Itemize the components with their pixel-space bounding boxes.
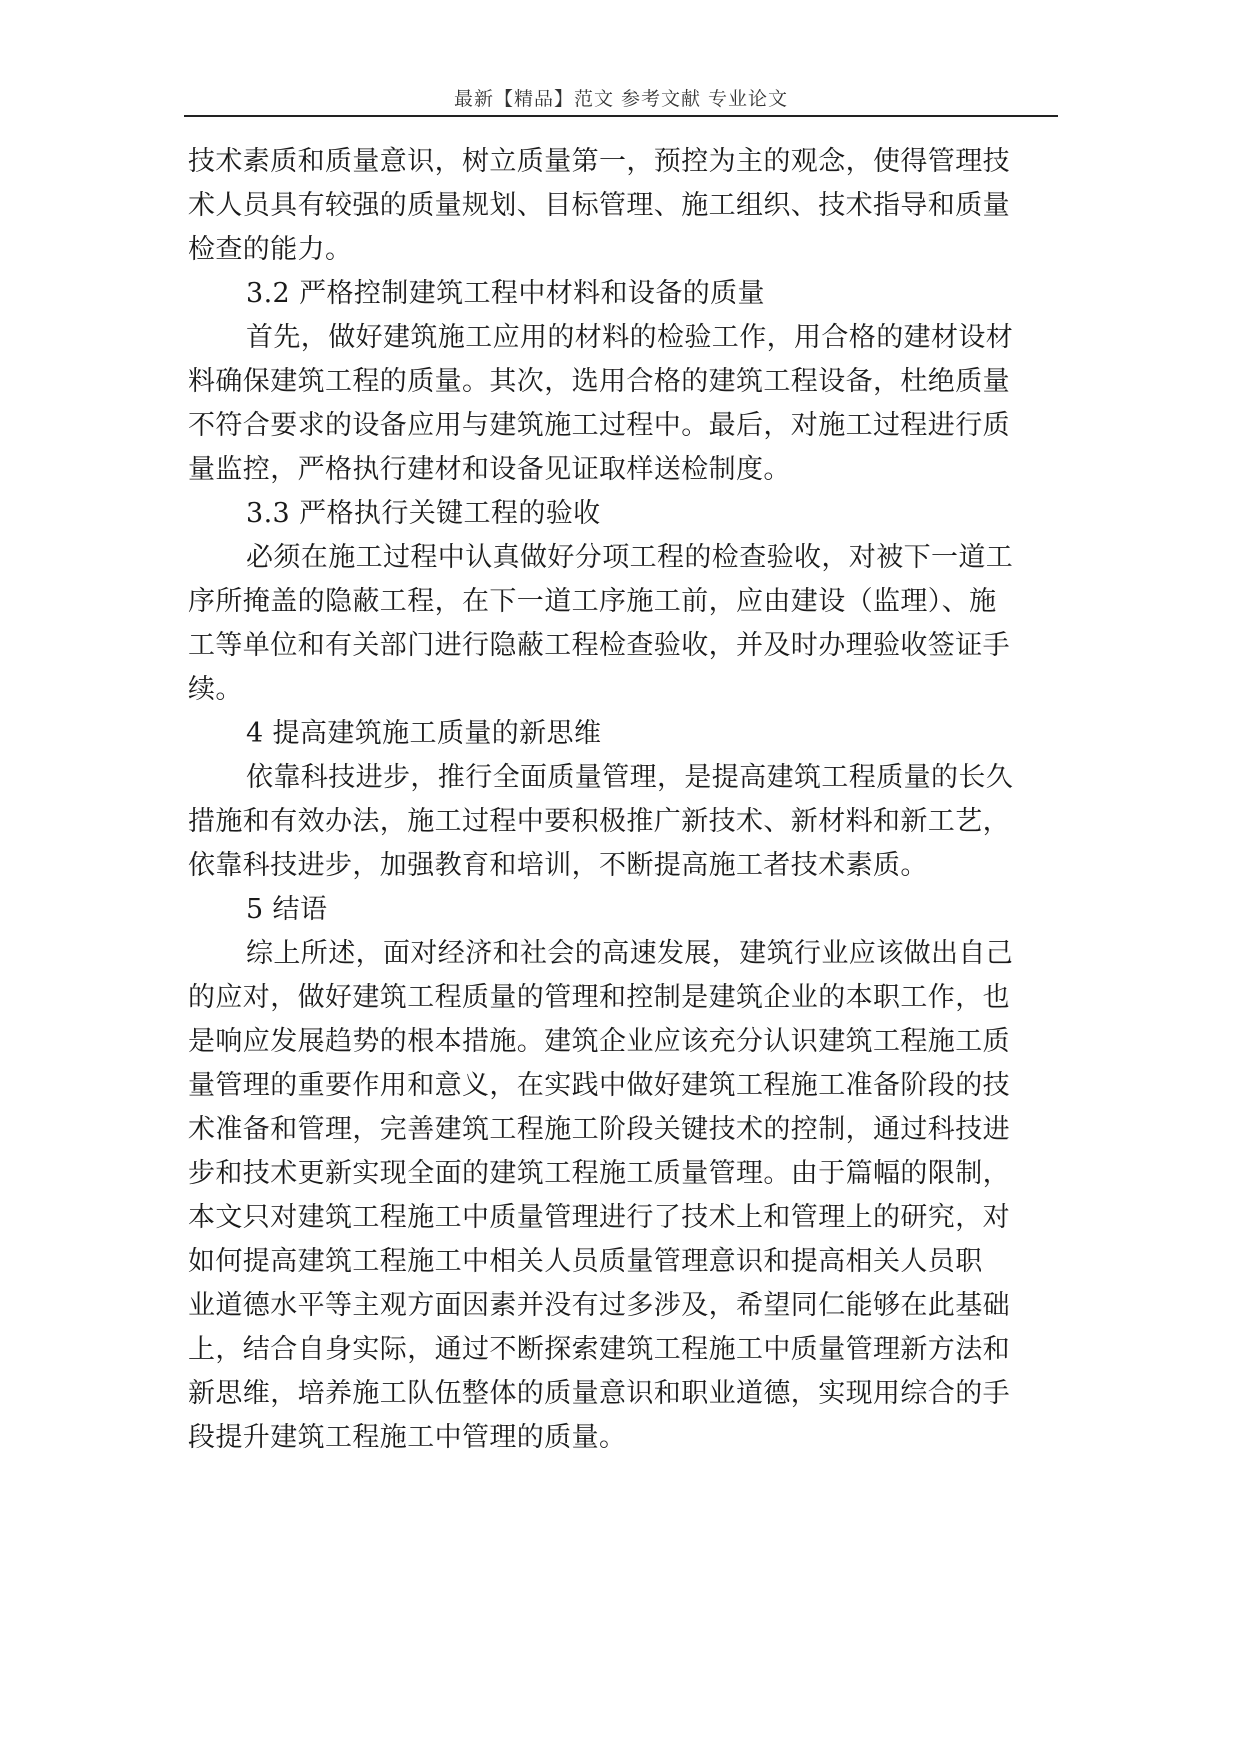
text-line: 段提升建筑工程施工中管理的质量。: [188, 1422, 627, 1453]
text-line: 措施和有效办法，施工过程中要积极推广新技术、新材料和新工艺，: [188, 806, 1010, 837]
text-line: 本文只对建筑工程施工中质量管理进行了技术上和管理上的研究，对: [188, 1202, 1010, 1233]
text-line: 依靠科技进步，加强教育和培训，不断提高施工者技术素质。: [188, 850, 928, 881]
text-line: 依靠科技进步，推行全面质量管理，是提高建筑工程质量的长久: [246, 762, 1014, 793]
text-line: 术准备和管理，完善建筑工程施工阶段关键技术的控制，通过科技进: [188, 1114, 1010, 1145]
text-line: 是响应发展趋势的根本措施。建筑企业应该充分认识建筑工程施工质: [188, 1026, 1010, 1057]
text-line: 综上所述，面对经济和社会的高速发展，建筑行业应该做出自己: [246, 938, 1014, 969]
text-line: 续。: [188, 674, 243, 705]
body-text: [188, 140, 1058, 1460]
text-line: 业道德水平等主观方面因素并没有过多涉及，希望同仁能够在此基础: [188, 1290, 1010, 1321]
text-line: 必须在施工过程中认真做好分项工程的检查验收，对被下一道工: [246, 542, 1014, 573]
text-line: 3.2 严格控制建筑工程中材料和设备的质量: [246, 278, 765, 309]
text-line: 上，结合自身实际，通过不断探索建筑工程施工中质量管理新方法和: [188, 1334, 1010, 1365]
text-line: 步和技术更新实现全面的建筑工程施工质量管理。由于篇幅的限制，: [188, 1158, 1010, 1189]
text-line: 技术素质和质量意识，树立质量第一，预控为主的观念，使得管理技: [188, 146, 1010, 177]
running-header: 最新【精品】范文 参考文献 专业论文: [453, 88, 789, 110]
header-rule: [184, 115, 1058, 117]
text-line: 首先，做好建筑施工应用的材料的检验工作，用合格的建材设材: [246, 322, 1014, 353]
text-line: 的应对，做好建筑工程质量的管理和控制是建筑企业的本职工作，也: [188, 982, 1010, 1013]
text-line: 检查的能力。: [188, 234, 353, 265]
text-line: 料确保建筑工程的质量。其次，选用合格的建筑工程设备，杜绝质量: [188, 366, 1010, 397]
text-line: 不符合要求的设备应用与建筑施工过程中。最后，对施工过程进行质: [188, 410, 1010, 441]
text-line: 量管理的重要作用和意义，在实践中做好建筑工程施工准备阶段的技: [188, 1070, 1010, 1101]
text-line: 4 提高建筑施工质量的新思维: [246, 718, 602, 749]
text-line: 新思维，培养施工队伍整体的质量意识和职业道德，实现用综合的手: [188, 1378, 1010, 1409]
text-line: 术人员具有较强的质量规划、目标管理、施工组织、技术指导和质量: [188, 190, 1010, 221]
text-line: 如何提高建筑工程施工中相关人员质量管理意识和提高相关人员职: [188, 1246, 983, 1277]
text-line: 3.3 严格执行关键工程的验收: [246, 498, 601, 529]
text-line: 5 结语: [246, 894, 328, 925]
text-line: 工等单位和有关部门进行隐蔽工程检查验收，并及时办理验收签证手: [188, 630, 1010, 661]
text-line: 量监控，严格执行建材和设备见证取样送检制度。: [188, 454, 791, 485]
text-line: 序所掩盖的隐蔽工程，在下一道工序施工前，应由建设（监理）、施: [188, 586, 997, 617]
